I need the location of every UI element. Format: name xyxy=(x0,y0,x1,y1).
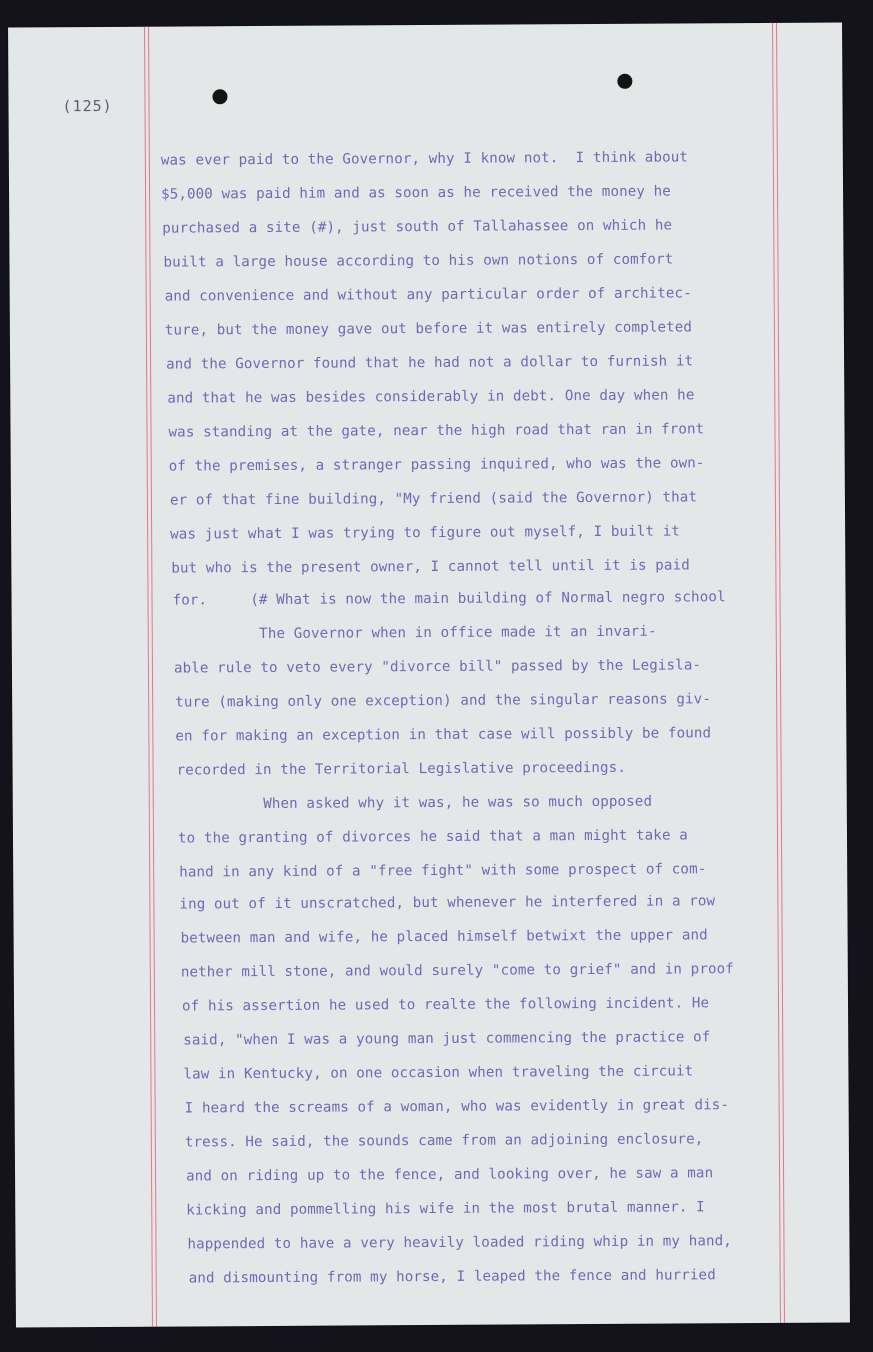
text-line: er of that fine building, "My friend (said the Governor) that xyxy=(169,489,698,509)
text-line: kicking and pommelling his wife in the most brutal manner. I xyxy=(186,1199,705,1219)
punch-hole xyxy=(617,74,632,89)
text-line: nether mill stone, and would surely "come to grief" and in proof xyxy=(180,961,734,981)
left-margin-rule xyxy=(148,27,157,1327)
text-line: ing out of it unscratched, but whenever he interfered in a row xyxy=(179,893,716,913)
text-line: of his assertion he used to realte the following incident. He xyxy=(181,995,710,1015)
text-line: to the granting of divorces he said that a man might take a xyxy=(177,827,688,847)
text-line: law in Kentucky, on one occasion when traveling the circuit xyxy=(183,1063,694,1083)
text-line: was ever paid to the Governor, why I know not. I think about xyxy=(160,149,689,169)
text-line: happended to have a very heavily loaded riding whip in my hand, xyxy=(187,1233,732,1253)
document-page xyxy=(8,22,850,1327)
text-line: was standing at the gate, near the high road that ran in front xyxy=(168,421,705,441)
text-line: said, "when I was a young man just commencing the practice of xyxy=(183,1029,711,1049)
text-line: able rule to veto every "divorce bill" passed by the Legisla- xyxy=(173,657,702,677)
text-line: and on riding up to the fence, and looking over, he saw a man xyxy=(186,1165,714,1185)
text-line: built a large house according to his own notions of comfort xyxy=(163,251,674,271)
text-line: I heard the screams of a woman, who was evidently in great dis- xyxy=(184,1097,730,1117)
text-line: en for making an exception in that case will possibly be found xyxy=(175,725,712,745)
text-line: for. (# What is now the main building of Normal negro school xyxy=(172,589,726,609)
text-line: and that he was besides considerably in debt. One day when he xyxy=(167,387,695,407)
text-line: tress. He said, the sounds came from an adjoining enclosure, xyxy=(184,1131,704,1151)
text-line: and dismounting from my horse, I leaped the fence and hurried xyxy=(188,1267,716,1287)
text-line: was just what I was trying to figure out myself, I built it xyxy=(170,523,681,543)
page-number: (125) xyxy=(62,96,113,116)
text-line: The Governor when in office made it an invari- xyxy=(172,623,657,643)
right-margin-rule xyxy=(776,23,785,1323)
text-line: between man and wife, he placed himself betwixt the upper and xyxy=(180,927,708,947)
text-line: recorded in the Territorial Legislative proceedings. xyxy=(176,759,626,779)
text-line: and convenience and without any particular order of architec- xyxy=(164,285,692,305)
text-line: but who is the present owner, I cannot tell until it is paid xyxy=(171,557,690,577)
text-line: and the Governor found that he had not a dollar to furnish it xyxy=(166,353,694,373)
text-line: purchased a site (#), just south of Tallahassee on which he xyxy=(162,217,673,237)
text-line: ture (making only one exception) and the singular reasons giv- xyxy=(175,691,711,711)
text-line: hand in any kind of a "free fight" with some prospect of com- xyxy=(179,861,707,881)
punch-hole xyxy=(212,89,227,104)
text-line: When asked why it was, he was so much opposed xyxy=(176,793,653,813)
text-line: $5,000 was paid him and as soon as he received the money he xyxy=(161,183,671,203)
text-line: of the premises, a stranger passing inquired, who was the own- xyxy=(168,455,705,475)
text-line: ture, but the money gave out before it was entirely completed xyxy=(164,319,693,339)
